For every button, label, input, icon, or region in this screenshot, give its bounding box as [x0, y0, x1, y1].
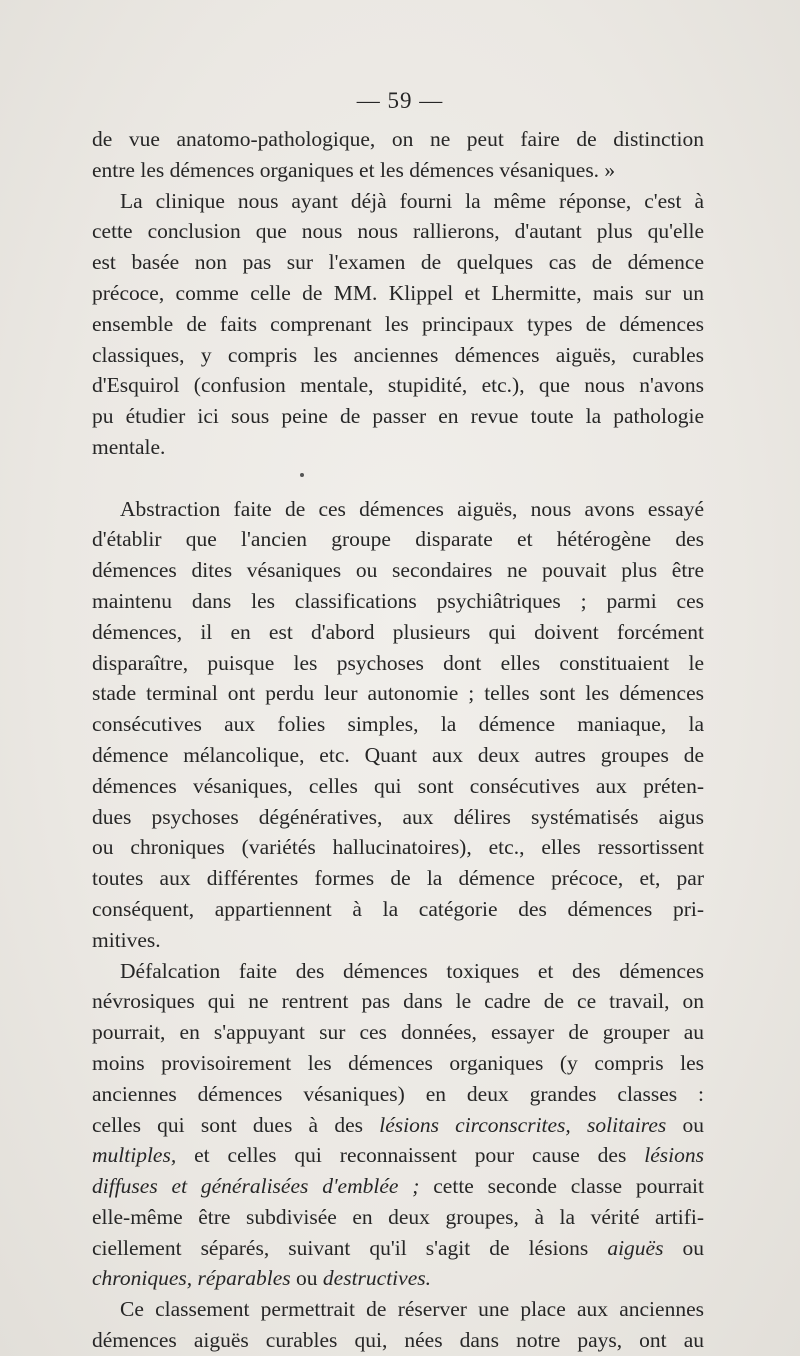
text-line: névrosiques qui ne rentrent pas dans le cadre de ce travail, on	[92, 989, 704, 1014]
text-line: d'Esquirol (confusion mentale, stupidité, etc.), que nous n'avons	[92, 373, 704, 398]
text-line: dues psychoses dégénératives, aux délires systématisés aigus	[92, 804, 704, 829]
text-segment: ou	[663, 1235, 704, 1260]
text-line: démences dites vésaniques ou secondaires ne pouvait plus être	[92, 558, 704, 583]
ink-dot	[300, 473, 304, 477]
text-line: classiques, y compris les anciennes démences aiguës, curables	[92, 342, 704, 367]
text-line	[92, 1140, 704, 1171]
italic-segment: diffuses et généralisées d'emblée ;	[92, 1174, 420, 1199]
body-text	[92, 124, 704, 1356]
text-line: toutes aux différentes formes de la démence précoce, et, par	[92, 866, 704, 891]
text-segment: ou	[666, 1112, 704, 1137]
text-line: elle-même être subdivisée en deux groupes, à la vérité artifi-	[92, 1204, 704, 1229]
text-line: moins provisoirement les démences organiques (y compris les	[92, 1050, 704, 1075]
text-line: d'établir que l'ancien groupe disparate et hétérogène des	[92, 527, 704, 552]
italic-segment: destructives.	[322, 1266, 431, 1291]
text-line: Défalcation faite des démences toxiques et des démences	[120, 958, 704, 983]
text-line: conséquent, appartiennent à la catégorie des démences pri-	[92, 896, 704, 921]
text-line	[92, 1263, 704, 1294]
text-segment: ciellement séparés, suivant qu'il s'agit de lésions	[92, 1235, 608, 1260]
text-line: consécutives aux folies simples, la démence maniaque, la	[92, 712, 704, 737]
paragraph-gap	[92, 463, 704, 494]
text-line: est basée non pas sur l'examen de quelques cas de démence	[92, 250, 704, 275]
italic-segment: chroniques, réparables	[92, 1266, 291, 1291]
text-line: mentale.	[92, 434, 166, 459]
text-line: maintenu dans les classifications psychiâtriques ; parmi ces	[92, 588, 704, 613]
italic-segment: aiguës	[607, 1235, 664, 1260]
text-segment: cette seconde classe pourrait	[419, 1174, 704, 1199]
text-line	[92, 1171, 704, 1202]
text-line	[92, 1110, 704, 1141]
text-line: pu étudier ici sous peine de passer en revue toute la pathologie	[92, 404, 704, 429]
text-line: démence mélancolique, etc. Quant aux deux autres groupes de	[92, 742, 704, 767]
text-line: Abstraction faite de ces démences aiguës, nous avons essayé	[120, 496, 704, 521]
text-line: démences, il en est d'abord plusieurs qui doivent forcément	[92, 619, 704, 644]
text-line: démences vésaniques, celles qui sont consécutives aux préten-	[92, 773, 704, 798]
text-line: Ce classement permettrait de réserver une place aux anciennes	[120, 1297, 704, 1322]
text-segment: ou	[290, 1266, 323, 1291]
italic-segment: multiples,	[92, 1143, 177, 1168]
text-line: démences aiguës curables qui, nées dans notre pays, ont au	[92, 1328, 704, 1353]
text-line: de vue anatomo-pathologique, on ne peut faire de distinction	[92, 127, 704, 151]
text-line: ou chroniques (variétés hallucinatoires), etc., elles ressortissent	[92, 835, 704, 860]
italic-segment: lésions circonscrites, solitaires	[379, 1112, 667, 1137]
text-line: mitives.	[92, 927, 161, 952]
text-line: précoce, comme celle de MM. Klippel et Lhermitte, mais sur un	[92, 280, 704, 305]
text-line: pourrait, en s'appuyant sur ces données, essayer de grouper au	[92, 1020, 704, 1045]
page-number: — 59 —	[356, 88, 444, 113]
text-line: ensemble de faits comprenant les principaux types de démences	[92, 311, 704, 336]
text-line	[92, 1233, 704, 1264]
text-line: stade terminal ont perdu leur autonomie ; telles sont les démences	[92, 681, 704, 706]
text-line: entre les démences organiques et les démences vésaniques. »	[92, 157, 616, 182]
italic-segment: lésions	[644, 1143, 704, 1168]
text-line: anciennes démences vésaniques) en deux grandes classes :	[92, 1081, 704, 1106]
text-line: disparaître, puisque les psychoses dont elles constituaient le	[92, 650, 704, 675]
text-line: cette conclusion que nous nous rallierons, d'autant plus qu'elle	[92, 219, 704, 244]
text-segment: et celles qui reconnaissent pour cause des	[176, 1143, 645, 1168]
text-segment: celles qui sont dues à des	[92, 1112, 380, 1137]
text-line: La clinique nous ayant déjà fourni la même réponse, c'est à	[120, 188, 704, 213]
